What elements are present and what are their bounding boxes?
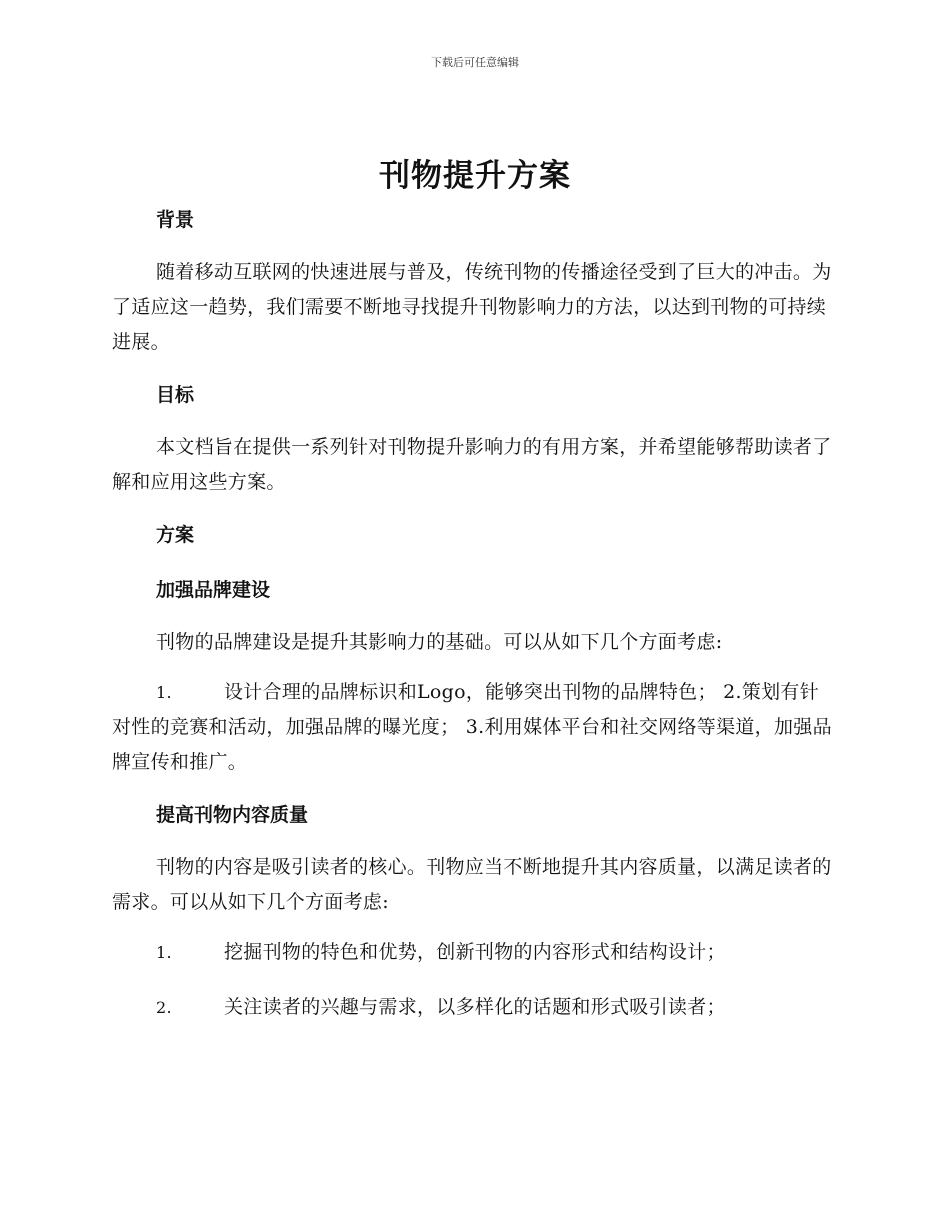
- heading-plan: 方案: [156, 524, 195, 546]
- list-item-quality-1: [112, 935, 832, 970]
- page-header-note: 下载后可任意编辑: [431, 56, 519, 69]
- document-body: [112, 200, 832, 1025]
- paragraph-brand-intro: 刊物的品牌建设是提升其影响力的基础。可以从如下几个方面考虑:: [156, 631, 723, 653]
- paragraph-background: 随着移动互联网的快速进展与普及，传统刊物的传播途径受到了巨大的冲击。为了适应这一趋势，我们需要不断地寻找提升刊物影响力的方法，以达到刊物的可持续进展。: [112, 261, 832, 353]
- list-item-text: 挖掘刊物的特色和优势，创新刊物的内容形式和结构设计；: [224, 941, 726, 963]
- list-item-quality-2: [112, 990, 832, 1025]
- list-item-text: 设计合理的品牌标识和Logo，能够突出刊物的品牌特色； 2.策划有针对性的竞赛和活动，加强品牌的曝光度； 3.利用媒体平台和社交网络等渠道，加强品牌宣传和推广。: [112, 681, 832, 773]
- heading-brand: 加强品牌建设: [156, 579, 271, 601]
- list-item-number: 1.: [156, 683, 172, 702]
- list-item-brand: [112, 675, 832, 780]
- list-item-number: 1.: [156, 943, 172, 962]
- document-title: 刊物提升方案: [379, 158, 571, 194]
- heading-goal: 目标: [156, 384, 195, 406]
- list-item-text: 关注读者的兴趣与需求，以多样化的话题和形式吸引读者；: [224, 996, 726, 1018]
- list-item-number: 2.: [156, 998, 172, 1017]
- paragraph-quality-intro: 刊物的内容是吸引读者的核心。刊物应当不断地提升其内容质量，以满足读者的需求。可以从如下几个方面考虑:: [112, 856, 832, 913]
- heading-background: 背景: [156, 209, 195, 231]
- heading-quality: 提高刊物内容质量: [156, 804, 309, 826]
- paragraph-goal: 本文档旨在提供一系列针对刊物提升影响力的有用方案，并希望能够帮助读者了解和应用这些方案。: [112, 436, 832, 493]
